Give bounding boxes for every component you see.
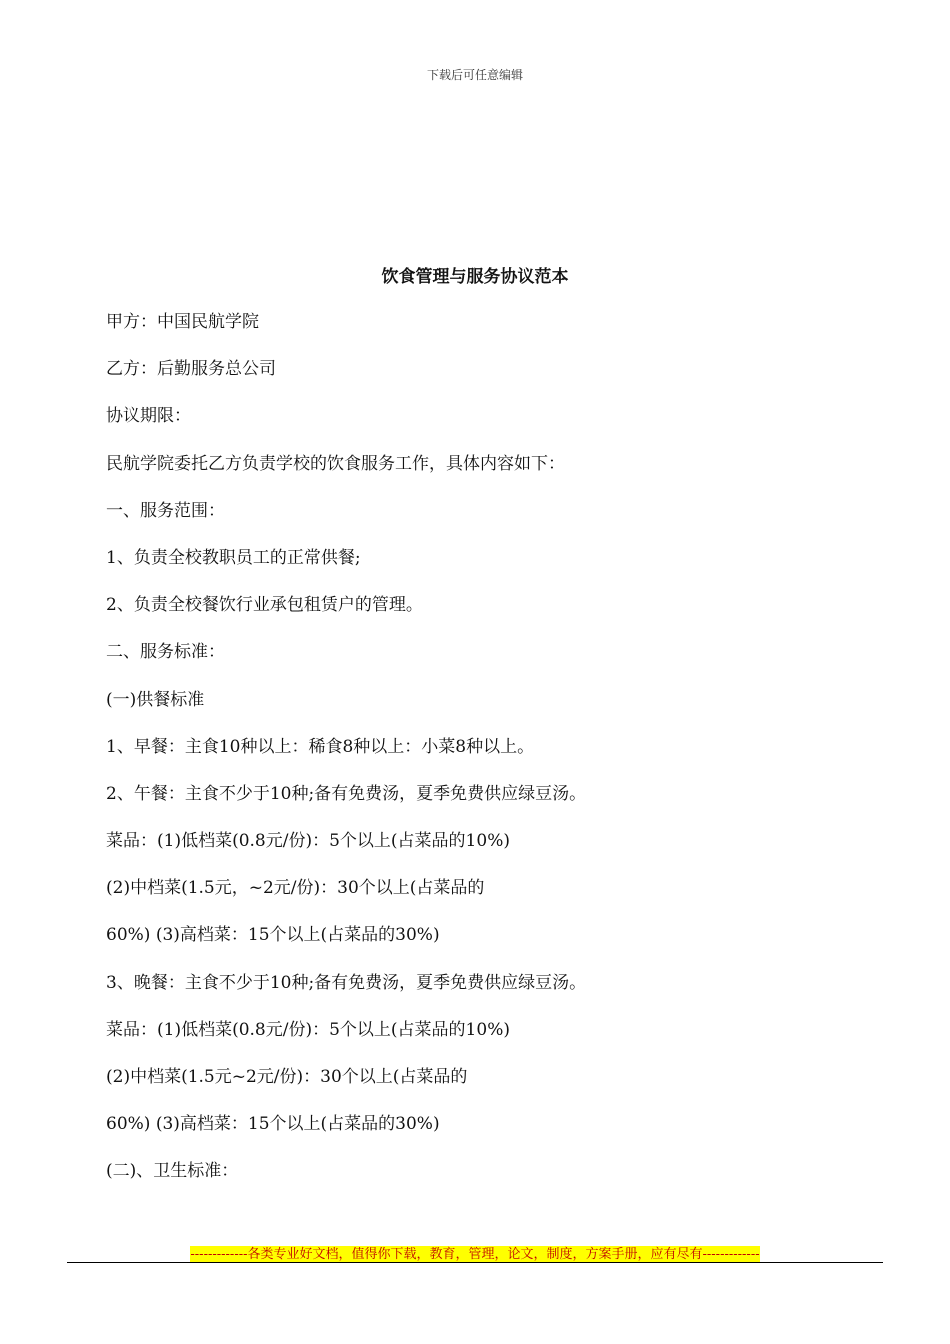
document-title: 饮食管理与服务协议范本 [381,267,569,287]
section-heading-standards: 二、服务标准： [106,642,225,663]
body-line-party-b: 乙方：后勤服务总公司 [106,359,276,380]
body-line-lunch: 2、午餐：主食不少于10种;备有免费汤，夏季免费供应绿豆汤。 [106,783,587,804]
body-line-lunch-dishes-high: 60%) (3)高档菜：15个以上(占菜品的30%) [106,925,440,946]
body-line-breakfast: 1、早餐：主食10种以上：稀食8种以上：小菜8种以上。 [106,736,535,757]
document-body [106,308,866,1205]
subsection-heading-hygiene: (二)、卫生标准： [106,1161,239,1182]
body-line-dinner: 3、晚餐：主食不少于10种;备有免费汤，夏季免费供应绿豆汤。 [106,972,587,993]
body-line-scope-1: 1、负责全校教职员工的正常供餐; [106,547,361,568]
body-line-dinner-dishes-high: 60%) (3)高档菜：15个以上(占菜品的30%) [106,1114,440,1135]
body-line-intro: 民航学院委托乙方负责学校的饮食服务工作，具体内容如下： [106,453,565,474]
body-line-dinner-dishes-low: 菜品：(1)低档菜(0.8元/份)：5个以上(占菜品的10%) [106,1019,510,1040]
subsection-heading-meal-standards: (一)供餐标准 [106,689,205,710]
footer-ad-text: -------------各类专业好文档，值得你下载，教育，管理，论文，制度，方案手册，应有尽有------------- [190,1247,760,1262]
body-line-term: 协议期限： [106,406,191,427]
body-line-lunch-dishes-low: 菜品：(1)低档菜(0.8元/份)：5个以上(占菜品的10%) [106,831,510,852]
body-line-lunch-dishes-mid: (2)中档菜(1.5元，~2元/份)：30个以上(占菜品的 [106,878,485,899]
body-line-party-a: 甲方：中国民航学院 [106,312,259,332]
footer-divider [67,1262,883,1263]
body-line-dinner-dishes-mid: (2)中档菜(1.5元~2元/份)：30个以上(占菜品的 [106,1067,468,1087]
section-heading-scope: 一、服务范围： [106,500,225,521]
footer-ad-banner [0,1243,950,1262]
page-header-note: 下载后可任意编辑 [426,68,523,82]
body-line-scope-2: 2、负责全校餐饮行业承包租赁户的管理。 [106,595,423,616]
